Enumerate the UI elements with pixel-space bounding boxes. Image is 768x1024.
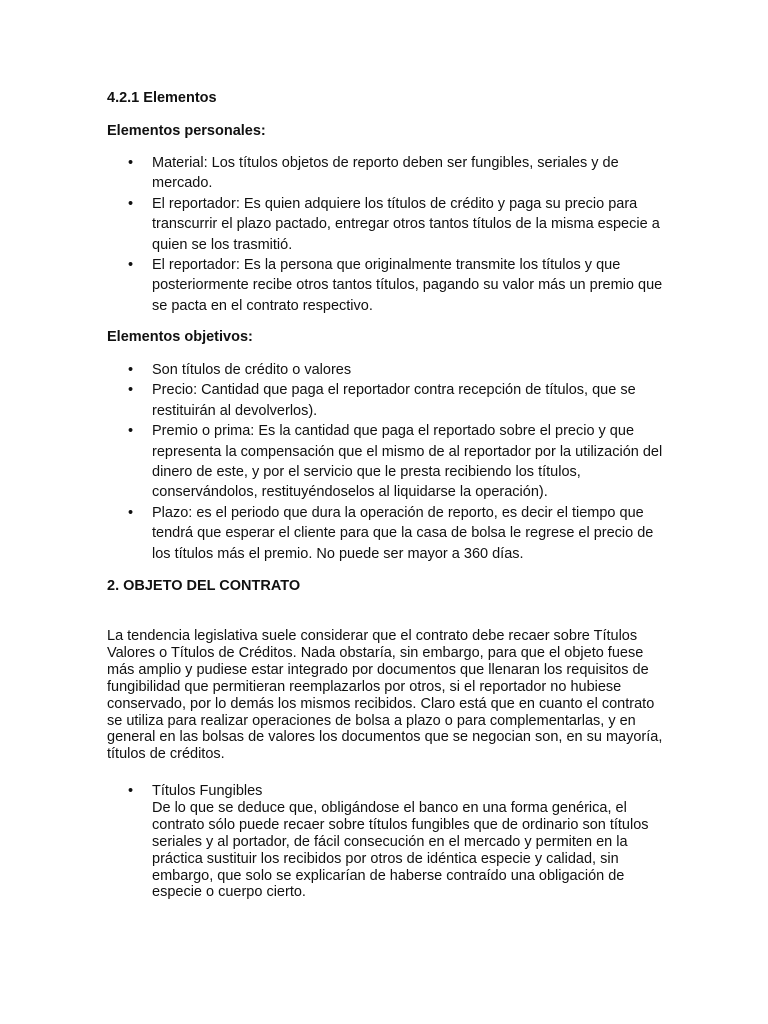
paragraph-objeto-del-contrato: La tendencia legislativa suele considerar que el contrato debe recaer sobre Títulos Valores o Títulos de Créditos. Nada obstaría, sin embargo, para que el objeto fuese más amplio y pudiese estar integrado por documentos que llenaran los requisitos de fungibilidad que permitieran reemplazarlos por otros, si el reportador no hubiese conservado, por lo demás los mismos recibidos. Claro está que en cuanto el contrato se utiliza para realizar operaciones de bolsa a plazo o para complementarlas, y en general en las bolsas de valores los documentos que se negocian son, en su mayoría, títulos de créditos. [107, 628, 663, 763]
list-item: • El reportador: Es la persona que originalmente transmite los títulos y que posteriormente recibe otros tantos títulos, pagando su valor más un premio que se pacta en el contrato respectivo. [107, 255, 667, 316]
list-item [107, 783, 667, 901]
section-title-4-2-1: 4.2.1 Elementos [107, 90, 217, 106]
list-item: • Son títulos de crédito o valores [107, 360, 667, 380]
list-elementos-objetivos [107, 360, 667, 564]
list-item: • El reportador: Es quien adquiere los títulos de crédito y paga su precio para transcurrir el plazo pactado, entregar otros tantos títulos de la misma especie a quien se los trasmitió. [107, 194, 667, 255]
heading-elementos-objetivos: Elementos objetivos: [107, 329, 253, 345]
list-item: • Plazo: es el periodo que dura la operación de reporto, es decir el tiempo que tendrá que esperar el cliente para que la casa de bolsa le regrese el precio de los títulos más el premio. No puede ser mayor a 360 días. [107, 503, 667, 564]
heading-elementos-personales: Elementos personales: [107, 123, 266, 139]
section-title-objeto-del-contrato: 2. OBJETO DEL CONTRATO [107, 578, 301, 594]
list-elementos-personales [107, 153, 667, 316]
titulos-fungibles-text: De lo que se deduce que, obligándose el banco en una forma genérica, el contrato sólo puede recaer sobre títulos fungibles que de ordinario son títulos seriales y al portador, de fácil consecución en el mercado y permiten en la práctica sustituir los recibidos por otros de idéntica especie y calidad, sin embargo, que solo se explicarían de haberse contraído una obligación de especie o cuerpo cierto. [152, 799, 649, 901]
titulos-fungibles-label: • Títulos Fungibles [152, 783, 263, 799]
list-item: • Premio o prima: Es la cantidad que paga el reportado sobre el precio y que representa la compensación que el mismo de al reportador por la utilización del dinero de este, y por el servicio que le presta recibiendo los títulos, conservándolos, restituyéndoselos al liquidarse la operación). [107, 421, 667, 503]
list-item: • Precio: Cantidad que paga el reportador contra recepción de títulos, que se restituirán al devolverlos). [107, 380, 667, 421]
list-titulos-fungibles [107, 783, 667, 901]
list-item: • Material: Los títulos objetos de reporto deben ser fungibles, seriales y de mercado. [107, 153, 667, 194]
